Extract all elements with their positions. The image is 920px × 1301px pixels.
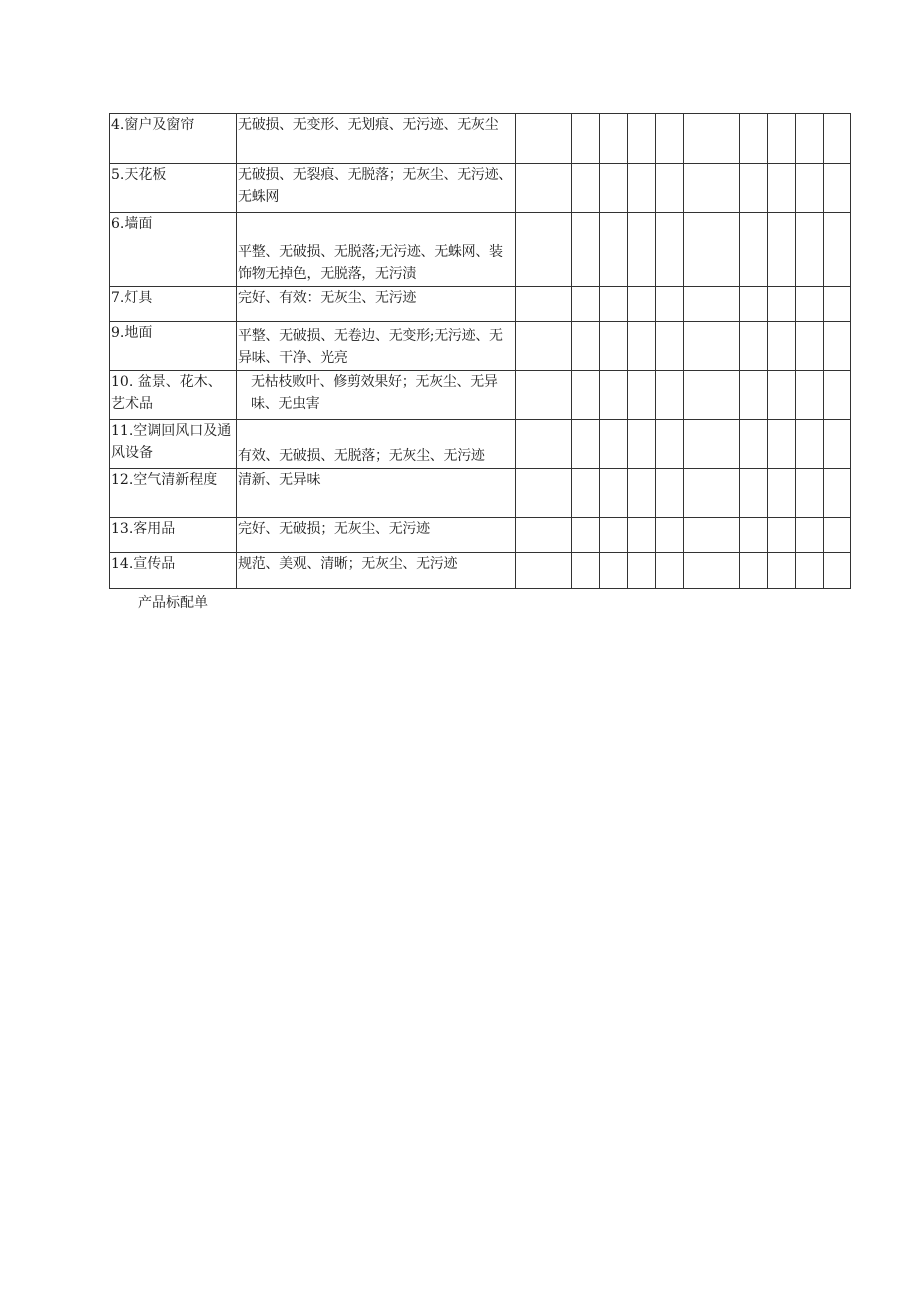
- check-cell: [740, 322, 768, 371]
- item-standard: 清新、无异味: [237, 469, 516, 518]
- item-standard: 规范、美观、清晰；无灰尘、无污迹: [237, 553, 516, 589]
- check-cell: [656, 114, 684, 164]
- check-cell: [740, 213, 768, 287]
- check-cell: [572, 213, 600, 287]
- table-row: [110, 322, 851, 371]
- item-name: 14.宣传品: [110, 553, 237, 589]
- check-cell: [740, 518, 768, 553]
- check-cell: [656, 213, 684, 287]
- check-cell: [740, 420, 768, 469]
- check-cell: [824, 553, 851, 589]
- check-cell: [572, 469, 600, 518]
- inspection-table: [109, 113, 851, 589]
- check-cell: [572, 518, 600, 553]
- item-name: 9.地面: [110, 322, 237, 371]
- check-cell: [628, 322, 656, 371]
- table-row: [110, 114, 851, 164]
- check-cell: [572, 420, 600, 469]
- item-standard: 完好、无破损；无灰尘、无污迹: [237, 518, 516, 553]
- check-cell: [796, 553, 824, 589]
- check-cell: [824, 322, 851, 371]
- item-name: 7.灯具: [110, 287, 237, 322]
- check-cell: [684, 469, 740, 518]
- check-cell: [824, 371, 851, 420]
- check-cell: [600, 213, 628, 287]
- check-cell: [516, 518, 572, 553]
- check-cell: [656, 287, 684, 322]
- check-cell: [768, 164, 796, 213]
- check-cell: [796, 518, 824, 553]
- table-row: [110, 518, 851, 553]
- table-row: [110, 164, 851, 213]
- check-cell: [600, 114, 628, 164]
- item-name: 4.窗户及窗帘: [110, 114, 237, 164]
- check-cell: [684, 518, 740, 553]
- check-cell: [824, 287, 851, 322]
- check-cell: [684, 553, 740, 589]
- check-cell: [656, 469, 684, 518]
- check-cell: [628, 518, 656, 553]
- table-row: [110, 371, 851, 420]
- check-cell: [656, 371, 684, 420]
- item-name: 12.空气清新程度: [110, 469, 237, 518]
- check-cell: [768, 469, 796, 518]
- table-row: [110, 287, 851, 322]
- check-cell: [740, 287, 768, 322]
- check-cell: [768, 322, 796, 371]
- check-cell: [824, 213, 851, 287]
- check-cell: [684, 213, 740, 287]
- check-cell: [684, 114, 740, 164]
- check-cell: [796, 287, 824, 322]
- check-cell: [600, 518, 628, 553]
- check-cell: [600, 469, 628, 518]
- check-cell: [684, 164, 740, 213]
- check-cell: [740, 469, 768, 518]
- check-cell: [516, 469, 572, 518]
- item-name: 5.天花板: [110, 164, 237, 213]
- check-cell: [516, 164, 572, 213]
- check-cell: [656, 518, 684, 553]
- table-row: [110, 469, 851, 518]
- check-cell: [628, 469, 656, 518]
- check-cell: [572, 553, 600, 589]
- check-cell: [796, 164, 824, 213]
- check-cell: [796, 213, 824, 287]
- item-name: 11.空调回风口及通风设备: [110, 420, 237, 469]
- check-cell: [628, 114, 656, 164]
- check-cell: [516, 553, 572, 589]
- check-cell: [516, 322, 572, 371]
- check-cell: [572, 164, 600, 213]
- check-cell: [516, 420, 572, 469]
- check-cell: [600, 371, 628, 420]
- item-standard: 无破损、无变形、无划痕、无污迹、无灰尘: [237, 114, 516, 164]
- item-name: 6.墙面: [110, 213, 237, 287]
- check-cell: [656, 553, 684, 589]
- item-name: 10. 盆景、花木、艺术品: [110, 371, 237, 420]
- check-cell: [600, 164, 628, 213]
- check-cell: [796, 114, 824, 164]
- item-standard: 无破损、无裂痕、无脱落；无灰尘、无污迹、无蛛网: [237, 164, 516, 213]
- check-cell: [572, 287, 600, 322]
- check-cell: [684, 371, 740, 420]
- check-cell: [768, 371, 796, 420]
- check-cell: [628, 213, 656, 287]
- item-standard: 完好、有效：无灰尘、无污迹: [237, 287, 516, 322]
- item-standard: 平整、无破损、无脱落;无污迹、无蛛网、装饰物无掉色，无脱落，无污渍: [237, 213, 516, 287]
- check-cell: [796, 469, 824, 518]
- check-cell: [824, 114, 851, 164]
- check-cell: [656, 164, 684, 213]
- check-cell: [516, 287, 572, 322]
- check-cell: [796, 420, 824, 469]
- check-cell: [628, 553, 656, 589]
- check-cell: [684, 420, 740, 469]
- check-cell: [600, 553, 628, 589]
- check-cell: [740, 371, 768, 420]
- check-cell: [824, 164, 851, 213]
- check-cell: [516, 114, 572, 164]
- check-cell: [768, 518, 796, 553]
- check-cell: [740, 553, 768, 589]
- check-cell: [824, 518, 851, 553]
- check-cell: [628, 164, 656, 213]
- check-cell: [628, 287, 656, 322]
- check-cell: [824, 420, 851, 469]
- item-standard: 有效、无破损、无脱落；无灰尘、无污迹: [237, 420, 516, 469]
- footer-caption: 产品标配单: [138, 595, 208, 611]
- check-cell: [684, 287, 740, 322]
- check-cell: [768, 420, 796, 469]
- check-cell: [824, 469, 851, 518]
- check-cell: [796, 322, 824, 371]
- check-cell: [572, 371, 600, 420]
- item-name: 13.客用品: [110, 518, 237, 553]
- check-cell: [656, 420, 684, 469]
- check-cell: [768, 287, 796, 322]
- check-cell: [684, 322, 740, 371]
- check-cell: [600, 287, 628, 322]
- check-cell: [600, 420, 628, 469]
- check-cell: [656, 322, 684, 371]
- check-cell: [572, 322, 600, 371]
- check-cell: [796, 371, 824, 420]
- check-cell: [740, 114, 768, 164]
- item-standard: 无枯枝败叶、修剪效果好；无灰尘、无异味、无虫害: [237, 371, 516, 420]
- check-cell: [572, 114, 600, 164]
- check-cell: [628, 420, 656, 469]
- check-cell: [768, 114, 796, 164]
- table-row: [110, 213, 851, 287]
- check-cell: [768, 213, 796, 287]
- check-cell: [628, 371, 656, 420]
- check-cell: [600, 322, 628, 371]
- check-cell: [768, 553, 796, 589]
- item-standard: 平整、无破损、无卷边、无变形;无污迹、无异味、干净、光亮: [237, 322, 516, 371]
- check-cell: [516, 371, 572, 420]
- table-row: [110, 553, 851, 589]
- check-cell: [740, 164, 768, 213]
- table-row: [110, 420, 851, 469]
- check-cell: [516, 213, 572, 287]
